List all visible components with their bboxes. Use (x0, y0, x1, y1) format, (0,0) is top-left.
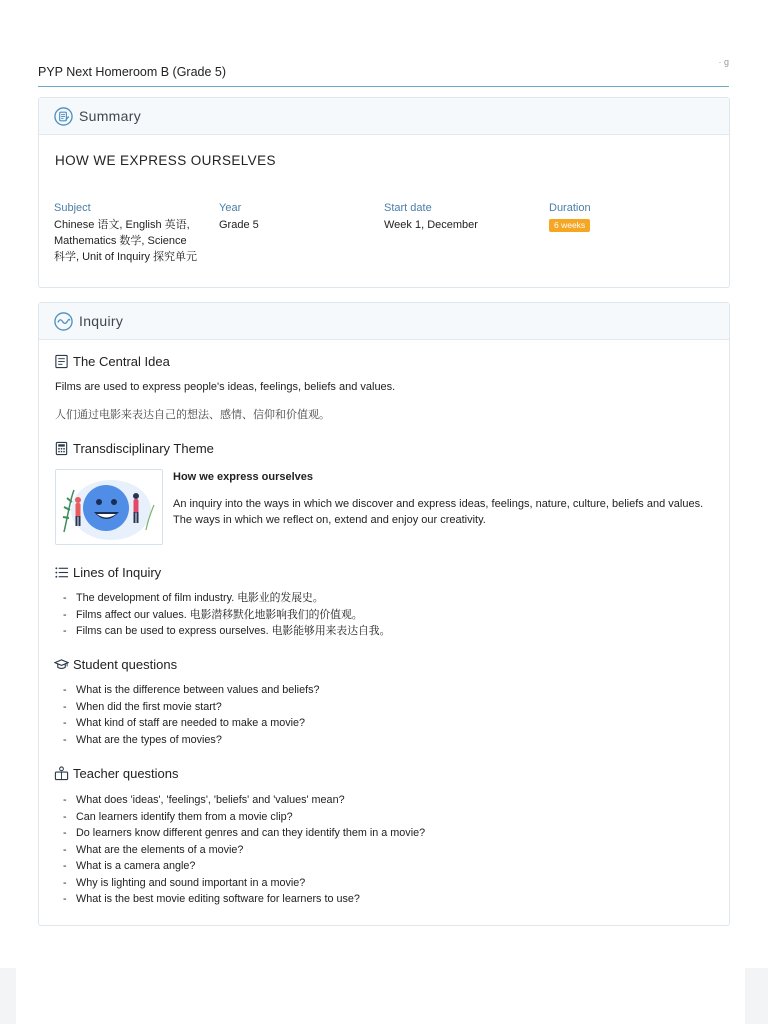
calculator-icon (54, 441, 69, 456)
central-idea-en: Films are used to express people's ideas, feelings, beliefs and values. (55, 381, 396, 393)
header-mark: · g (718, 57, 729, 67)
summary-card (38, 97, 730, 288)
teacher-questions-list (63, 792, 425, 908)
wave-icon (54, 312, 73, 331)
lines-title: Lines of Inquiry (73, 565, 162, 580)
summary-header (39, 98, 729, 135)
list-item: - Films affect our values. 电影潜移默化地影响我们的价值观。 (63, 608, 363, 621)
footer-band (0, 968, 768, 1024)
list-item: - What does 'ideas', 'feelings', 'beliefs' and 'values' mean? (63, 794, 345, 806)
list-item: - What is the difference between values and beliefs? (63, 684, 320, 696)
subject-line: 科学, Unit of Inquiry 探究单元 (54, 251, 198, 263)
list-item: - Do learners know different genres and can they identify them in a movie? (63, 827, 426, 839)
student-questions-title: Student questions (73, 657, 178, 672)
list-item: - What is the best movie editing software for learners to use? (63, 893, 360, 905)
year-label: Year (219, 202, 242, 214)
theme-name: How we express ourselves (173, 471, 314, 483)
list-icon (54, 565, 69, 580)
list-item: - What are the elements of a movie? (63, 843, 244, 856)
teacher-questions-heading (54, 766, 179, 781)
central-idea-heading (54, 354, 170, 369)
start-date-label: Start date (384, 202, 432, 214)
footer-panel (16, 968, 745, 1024)
duration-label: Duration (549, 202, 591, 214)
subject-label: Subject (54, 202, 91, 214)
theme-description-2: The ways in which we reflect on, extend and enjoy our creativity. (173, 514, 486, 526)
meta-year (219, 202, 259, 233)
list-item: - Films can be used to express ourselves. 电影能够用来表达自我。 (63, 625, 391, 637)
start-date-value: Week 1, December (384, 219, 478, 231)
theme-illustration (55, 469, 163, 545)
page-title: PYP Next Homeroom B (Grade 5) (38, 65, 227, 79)
summary-icon (54, 107, 73, 126)
list-item: - Why is lighting and sound important in a movie? (63, 876, 306, 889)
theme-description: An inquiry into the ways in which we discover and express ideas, feelings, nature, culture, beliefs and values. (173, 497, 704, 510)
central-idea-zh: 人们通过电影来表达自己的想法、感情、信仰和价值观。 (55, 409, 330, 421)
central-idea-title: The Central Idea (73, 354, 170, 369)
subject-line: Chinese 语文, English 英语, (54, 219, 190, 231)
inquiry-header (39, 303, 729, 340)
year-value: Grade 5 (219, 219, 259, 231)
inquiry-card (38, 302, 730, 926)
list-item: - What are the types of movies? (63, 733, 222, 746)
student-questions-list (63, 682, 319, 748)
graduation-cap-icon (54, 657, 69, 672)
summary-heading: Summary (79, 108, 141, 124)
smiley-illustration (56, 470, 162, 544)
teacher-icon (54, 766, 69, 781)
subject-line: Mathematics 数学, Science (54, 235, 187, 247)
meta-start-date (384, 202, 478, 233)
inquiry-heading: Inquiry (79, 313, 124, 329)
theme-heading (54, 441, 214, 456)
unit-title: HOW WE EXPRESS OURSELVES (55, 153, 276, 168)
list-item: - What kind of staff are needed to make a movie? (63, 717, 306, 729)
lines-heading (54, 565, 161, 580)
document-icon (54, 354, 69, 369)
theme-body (173, 469, 713, 529)
page-header (38, 56, 729, 87)
list-item: - The development of film industry. 电影业的发展史。 (63, 592, 324, 604)
list-item: - Can learners identify them from a movie clip? (63, 810, 293, 823)
duration-badge: 6 weeks (549, 219, 590, 232)
meta-subject (54, 202, 214, 265)
theme-title-heading: Transdisciplinary Theme (73, 441, 214, 456)
list-item: - When did the first movie start? (63, 700, 222, 713)
list-item: - What is a camera angle? (63, 860, 196, 872)
student-questions-heading (54, 657, 177, 672)
teacher-questions-title: Teacher questions (73, 766, 179, 781)
lines-list (63, 590, 390, 640)
meta-duration (549, 202, 591, 233)
